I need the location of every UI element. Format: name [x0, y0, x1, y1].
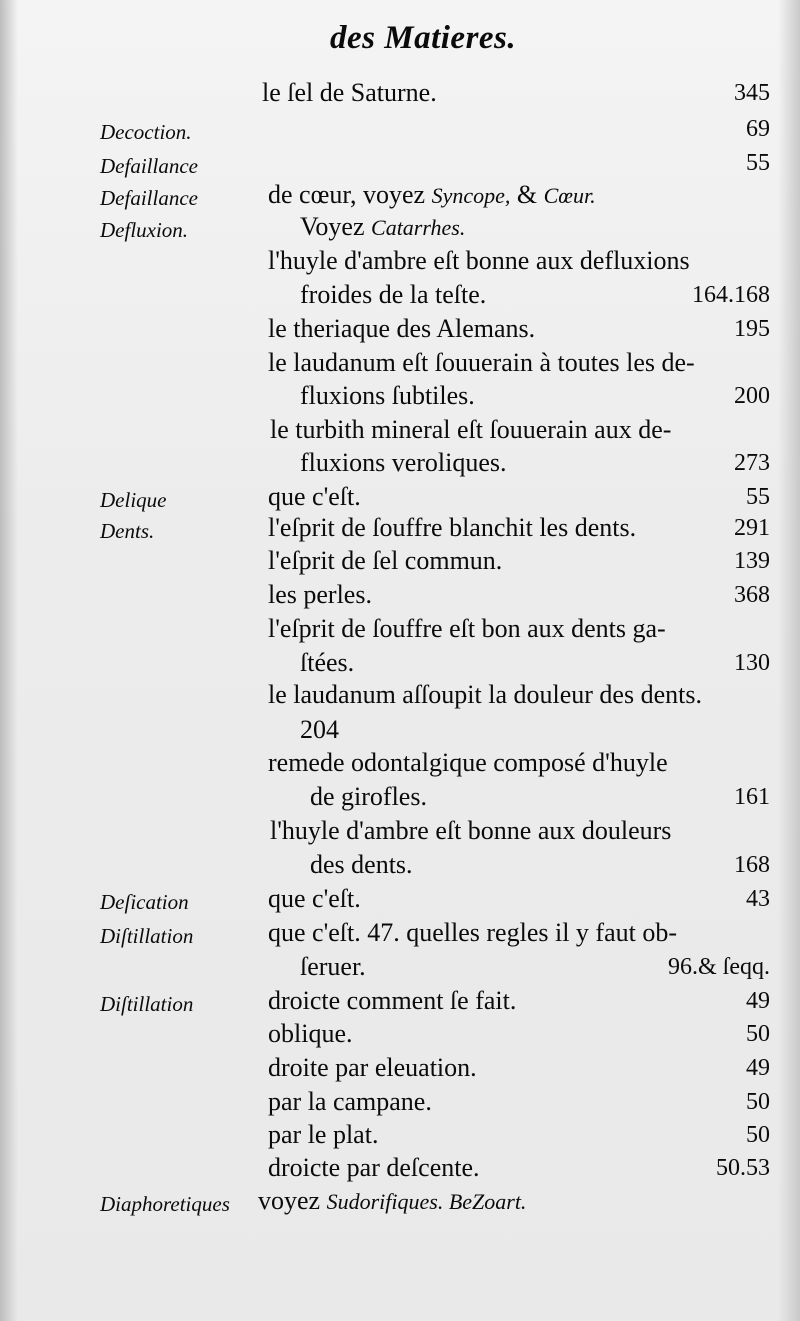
- index-entry: [0, 748, 800, 780]
- index-entry: [0, 986, 800, 1018]
- entry-page-number: 49: [746, 988, 770, 1014]
- entry-text: le ſel de Saturne.: [262, 78, 437, 107]
- entry-text: [268, 180, 596, 210]
- entry-text: l'eſprit de ſouffre eſt bon aux dents ga-: [268, 614, 666, 643]
- entry-page-number: 96.& ſeqq.: [668, 954, 770, 980]
- entry-term: Defluxion.: [100, 218, 189, 242]
- entry-text: le laudanum aſſoupit la douleur des dents.: [268, 680, 702, 709]
- entry-text: l'eſprit de ſouffre blanchit les dents.: [268, 513, 637, 542]
- index-entry: [0, 314, 800, 346]
- entry-page-number: 49: [746, 1055, 770, 1081]
- entry-term: Defaillance: [100, 154, 198, 178]
- entry-term: Deſication: [100, 890, 189, 914]
- index-entry: [0, 280, 800, 312]
- entry-text: oblique.: [268, 1019, 353, 1048]
- entry-page-number: 368: [734, 582, 770, 608]
- entry-page-number: 168: [734, 852, 770, 878]
- entry-term: Delique: [100, 488, 167, 512]
- entry-text: que c'eſt.: [268, 884, 361, 913]
- entry-text: l'eſprit de ſel commun.: [268, 546, 503, 575]
- entry-page-number: 69: [746, 116, 770, 142]
- entry-text: les perles.: [268, 580, 372, 609]
- index-entry: [0, 952, 800, 984]
- entry-text: des dents.: [310, 850, 413, 879]
- entry-cross-reference: Syncope,: [431, 183, 511, 208]
- entry-text: par le plat.: [268, 1120, 379, 1149]
- entry-page-number: 50: [746, 1089, 770, 1115]
- entry-text: le theriaque des Alemans.: [268, 314, 536, 343]
- entry-text: l'huyle d'ambre eſt bonne aux defluxions: [268, 246, 690, 275]
- index-entry: [0, 348, 800, 380]
- entry-text: froides de la teſte.: [300, 280, 487, 309]
- entry-cross-reference: Catarrhes.: [371, 215, 466, 240]
- index-entry: [0, 918, 800, 950]
- index-entry: [0, 482, 800, 514]
- index-entry: [0, 715, 800, 747]
- entry-page-number: 55: [746, 150, 770, 176]
- entry-text: ſtées.: [300, 648, 355, 677]
- entry-page-number: 164.168: [692, 282, 770, 308]
- index-entry: [0, 580, 800, 612]
- index-entry: [0, 78, 800, 110]
- entry-text: de girofles.: [310, 782, 427, 811]
- index-entry: [0, 1120, 800, 1152]
- entry-term: Diſtillation: [100, 992, 194, 1016]
- entry-term: Dents.: [100, 519, 155, 543]
- entry-page-number: 43: [746, 886, 770, 912]
- entry-text-part: de cœur, voyez: [268, 180, 432, 209]
- entry-text: 204: [300, 715, 339, 744]
- entry-text: fluxions ſubtiles.: [300, 381, 475, 410]
- entry-cross-reference: Sudorifiques. BeZoart.: [326, 1189, 527, 1214]
- index-entry: [0, 448, 800, 480]
- index-entry: [0, 180, 800, 212]
- entry-term: Diaphoretiques: [100, 1192, 230, 1216]
- entry-page-number: 139: [734, 548, 770, 574]
- entry-page-number: 50.53: [716, 1155, 770, 1181]
- index-entry: [0, 614, 800, 646]
- index-entry: [0, 782, 800, 814]
- entry-text: droite par eleuation.: [268, 1053, 477, 1082]
- index-entry: [0, 1053, 800, 1085]
- entry-text: que c'eſt. 47. quelles regles il y faut ob-: [268, 918, 678, 947]
- index-entry: [0, 148, 800, 180]
- entry-text-part: Voyez: [300, 212, 372, 241]
- page-header: des Matieres.: [330, 20, 517, 56]
- entry-page-number: 195: [734, 316, 770, 342]
- entry-text: droicte comment ſe fait.: [268, 986, 517, 1015]
- entry-page-number: 291: [734, 515, 770, 541]
- index-entry: [0, 246, 800, 278]
- entry-text: que c'eſt.: [268, 482, 361, 511]
- entry-text: [258, 1186, 526, 1216]
- index-entry: [0, 850, 800, 882]
- entry-page-number: 200: [734, 383, 770, 409]
- entry-term: Defaillance: [100, 186, 198, 210]
- entry-text: [300, 212, 465, 242]
- index-entry: [0, 816, 800, 848]
- index-entry: [0, 513, 800, 545]
- entry-text: remede odontalgique composé d'huyle: [268, 748, 668, 777]
- entry-page-number: 161: [734, 784, 770, 810]
- entry-text: par la campane.: [268, 1087, 432, 1116]
- entry-page-number: 130: [734, 650, 770, 676]
- entry-text: droicte par deſcente.: [268, 1153, 480, 1182]
- entry-page-number: 50: [746, 1021, 770, 1047]
- entry-page-number: 273: [734, 450, 770, 476]
- index-entry: [0, 1019, 800, 1051]
- index-entry: [0, 212, 800, 244]
- index-entry: [0, 1153, 800, 1185]
- entry-text: fluxions veroliques.: [300, 448, 507, 477]
- index-entry: [0, 415, 800, 447]
- index-entry: [0, 114, 800, 146]
- entry-text: l'huyle d'ambre eſt bonne aux douleurs: [270, 816, 672, 845]
- index-entry: [0, 546, 800, 578]
- entry-term: Diſtillation: [100, 924, 194, 948]
- index-entry: [0, 648, 800, 680]
- entry-text: le laudanum eſt ſouuerain à toutes les de-: [268, 348, 695, 377]
- index-entry: [0, 1087, 800, 1119]
- index-entry: [0, 1186, 800, 1218]
- entry-cross-reference: Cœur.: [543, 183, 596, 208]
- entry-text: le turbith mineral eſt ſouuerain aux de-: [270, 415, 672, 444]
- entry-page-number: 345: [734, 80, 770, 106]
- entry-page-number: 50: [746, 1122, 770, 1148]
- index-entry: [0, 884, 800, 916]
- entry-text-part: &: [510, 180, 544, 209]
- index-entry: [0, 381, 800, 413]
- entry-term: Decoction.: [100, 120, 192, 144]
- entry-text-part: voyez: [258, 1186, 327, 1215]
- entry-text: ſeruer.: [300, 952, 366, 981]
- index-entry: [0, 680, 800, 712]
- entry-page-number: 55: [746, 484, 770, 510]
